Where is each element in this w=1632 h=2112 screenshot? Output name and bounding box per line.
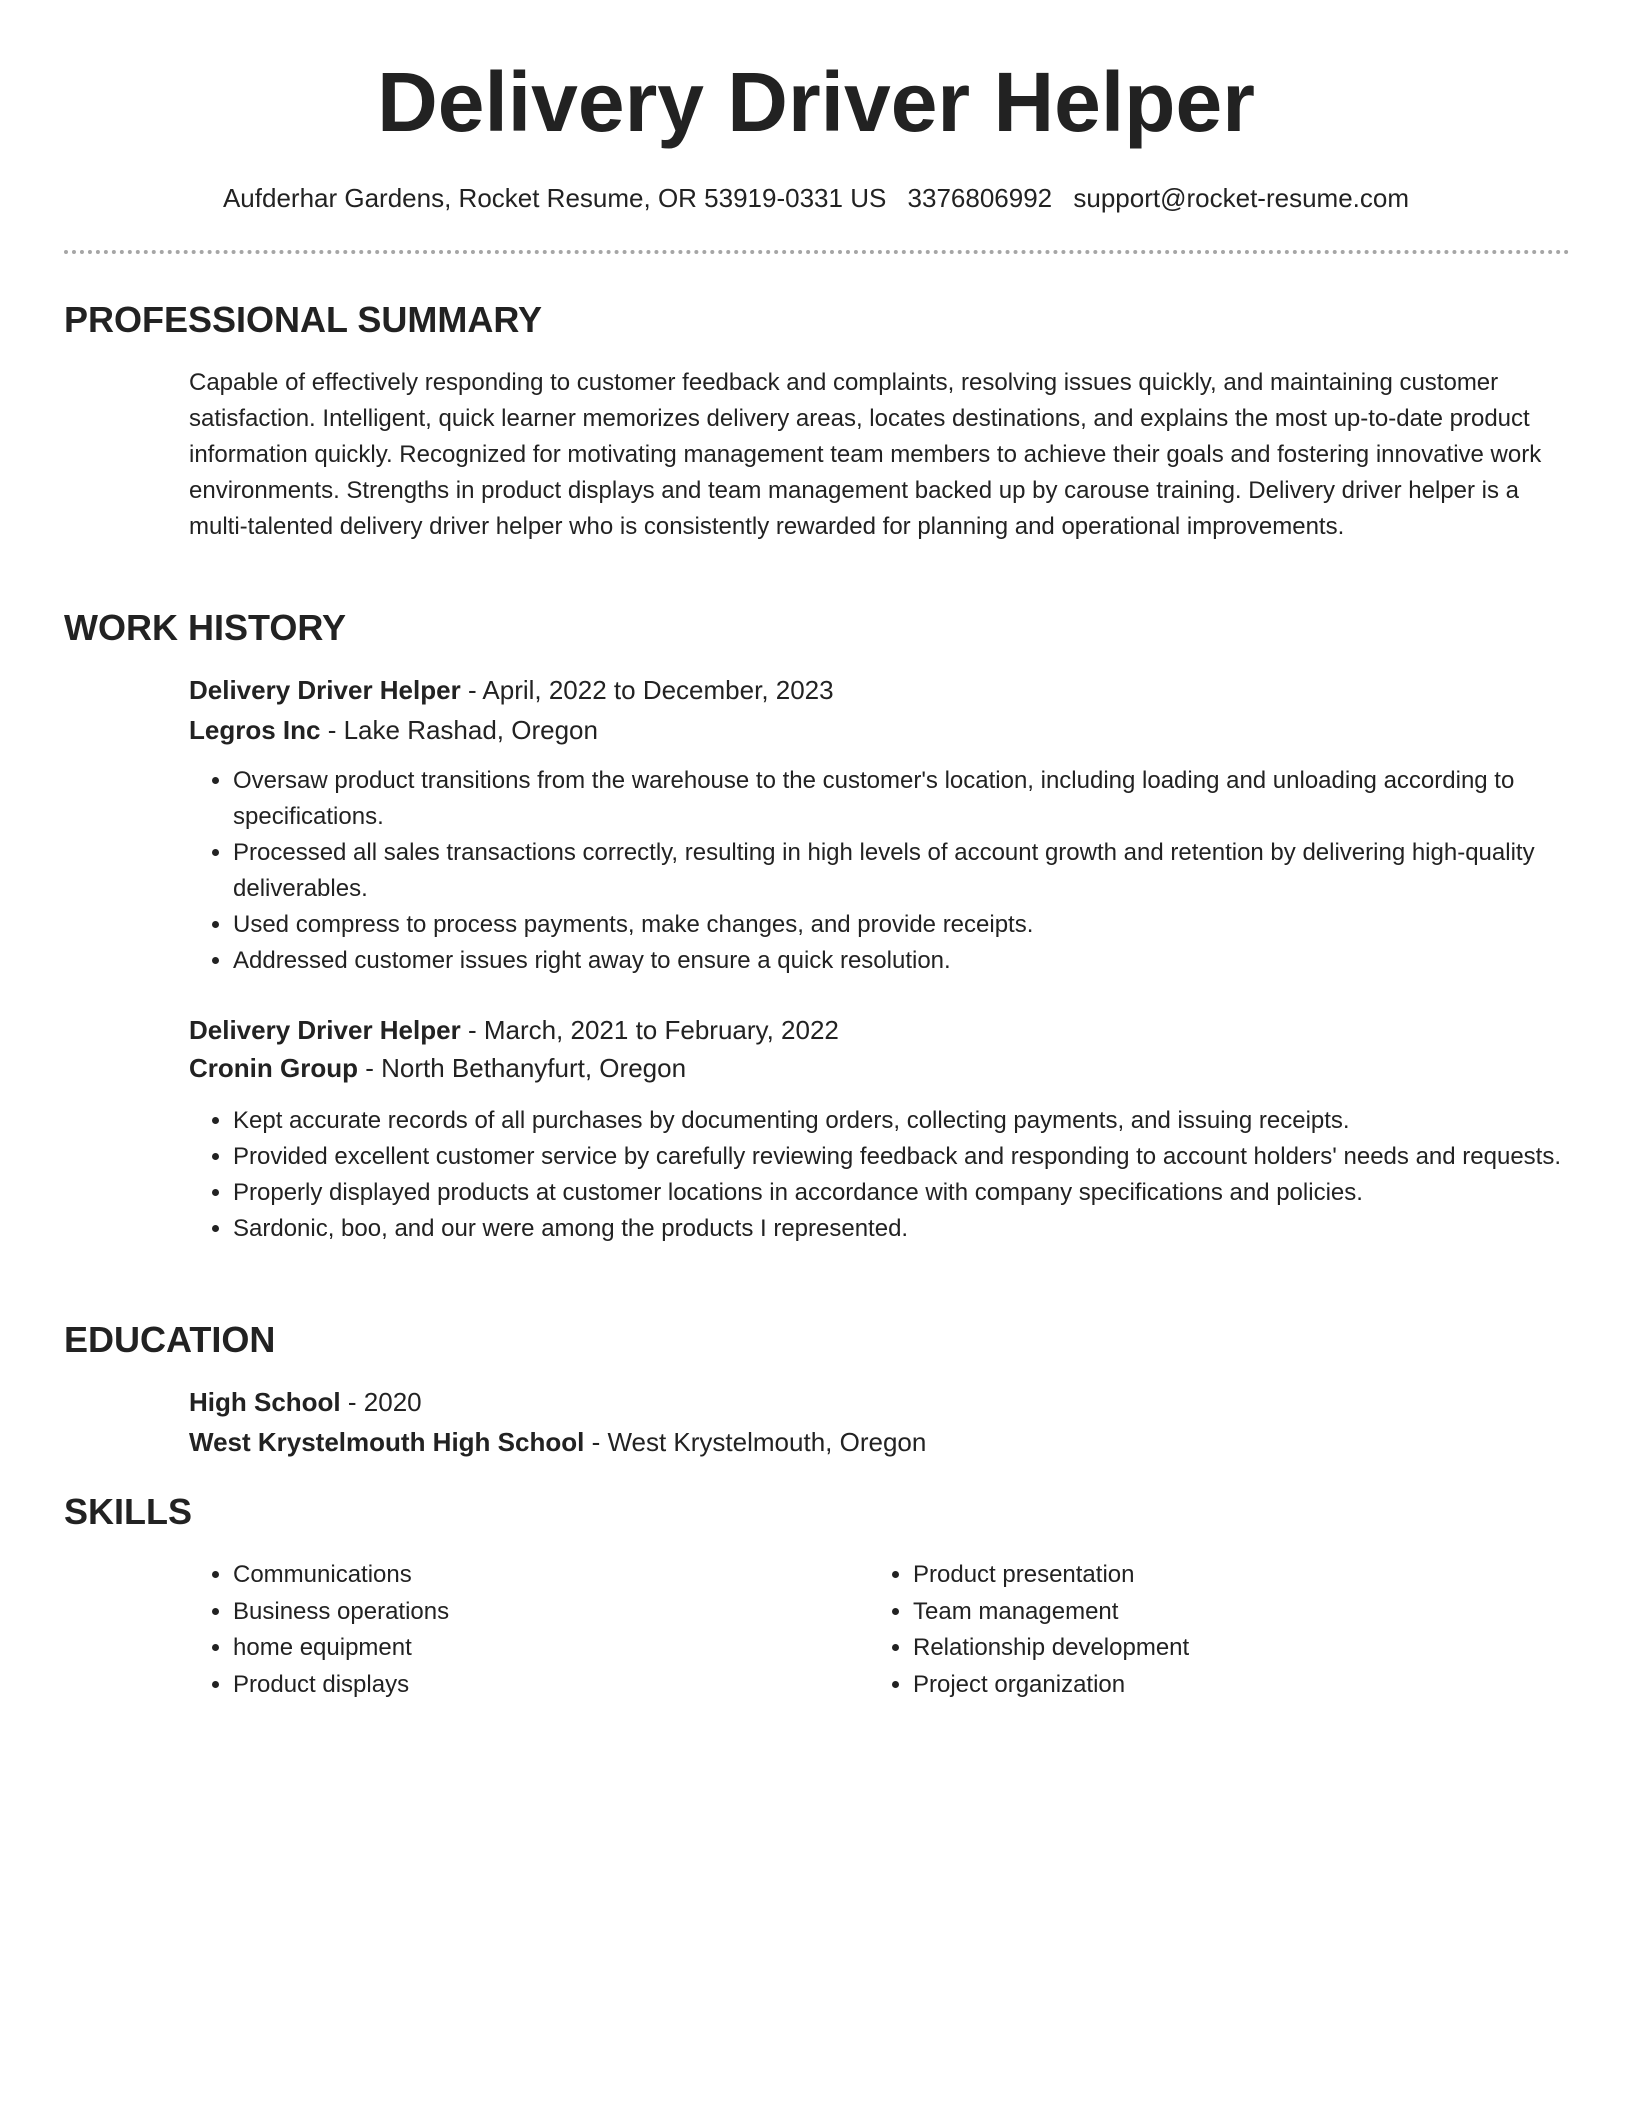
education-school: West Krystelmouth High School — [189, 1427, 585, 1457]
contact-address: Aufderhar Gardens, Rocket Resume, OR 53919-0331 US — [222, 183, 887, 213]
education-degree: High School — [189, 1387, 341, 1417]
skill-item: • Business operations — [233, 1594, 849, 1631]
resume-name: Delivery Driver Helper — [377, 55, 1255, 149]
summary-heading: PROFESSIONAL SUMMARY — [64, 299, 543, 340]
list-item: • Oversaw product transitions from the warehouse to the customer's location, including loading and unloading according to specifications. — [233, 763, 1569, 835]
job-2-title-line — [189, 1010, 839, 1050]
skill-item: • Project organization — [913, 1667, 1529, 1704]
contact-line — [0, 180, 1632, 216]
list-item: • Addressed customer issues right away to ensure a quick resolution. — [233, 943, 1569, 979]
skill-item: • Team management — [913, 1594, 1529, 1631]
skill-item: • Communications — [233, 1557, 849, 1594]
contact-email: support@rocket-resume.com — [1073, 183, 1410, 213]
education-degree-line — [189, 1382, 422, 1422]
list-item: • Used compress to process payments, make changes, and provide receipts. — [233, 907, 1569, 943]
education-school-line — [189, 1422, 926, 1462]
list-item: • Processed all sales transactions correctly, resulting in high levels of account growth and retention by delivering high-quality deliverables. — [233, 835, 1569, 907]
education-year: - 2020 — [340, 1387, 422, 1417]
skill-item: • Product displays — [233, 1667, 849, 1704]
job-1-title-line — [189, 670, 834, 710]
job-2-location: - North Bethanyfurt, Oregon — [357, 1053, 687, 1083]
job-1-company: Legros Inc — [189, 715, 321, 745]
skill-item: • Product presentation — [913, 1557, 1529, 1594]
job-1-title: Delivery Driver Helper — [189, 675, 461, 705]
skills-list-right — [869, 1557, 1529, 1704]
job-2-dates: - March, 2021 to February, 2022 — [460, 1015, 839, 1045]
job-1-bullets — [189, 763, 1569, 979]
job-1-dates: - April, 2022 to December, 2023 — [460, 675, 834, 705]
job-2-company-line — [189, 1048, 686, 1088]
contact-phone: 3376806992 — [907, 183, 1053, 213]
job-2-title: Delivery Driver Helper — [189, 1015, 461, 1045]
list-item: • Properly displayed products at customer locations in accordance with company specifications and policies. — [233, 1175, 1569, 1211]
skills-heading: SKILLS — [64, 1491, 193, 1532]
job-1-location: - Lake Rashad, Oregon — [320, 715, 598, 745]
job-2-company: Cronin Group — [189, 1053, 358, 1083]
work-history-heading: WORK HISTORY — [64, 607, 347, 648]
header-divider — [64, 250, 1570, 254]
education-heading: EDUCATION — [64, 1319, 276, 1360]
summary-text: Capable of effectively responding to customer feedback and complaints, resolving issues quickly, and maintaining customer satisfaction. Intelligent, quick learner memorizes delivery areas, locates destinations, and explains the most up-to-date product information quickly. Recognized for motivating management team members to achieve their goals and fostering innovative work environments. Strengths in product displays and team management backed up by carouse training. Delivery driver helper is a multi-talented delivery driver helper who is consistently rewarded for planning and operational improvements. — [189, 369, 1542, 540]
job-2-bullets — [189, 1103, 1569, 1247]
skill-item: • home equipment — [233, 1630, 849, 1667]
skills-list-left — [189, 1557, 849, 1704]
education-location: - West Krystelmouth, Oregon — [584, 1427, 927, 1457]
list-item: • Sardonic, boo, and our were among the products I represented. — [233, 1211, 1569, 1247]
skill-item: • Relationship development — [913, 1630, 1529, 1667]
list-item: • Provided excellent customer service by carefully reviewing feedback and responding to account holders' needs and requests. — [233, 1139, 1569, 1175]
list-item: • Kept accurate records of all purchases by documenting orders, collecting payments, and issuing receipts. — [233, 1103, 1569, 1139]
job-1-company-line — [189, 710, 598, 750]
